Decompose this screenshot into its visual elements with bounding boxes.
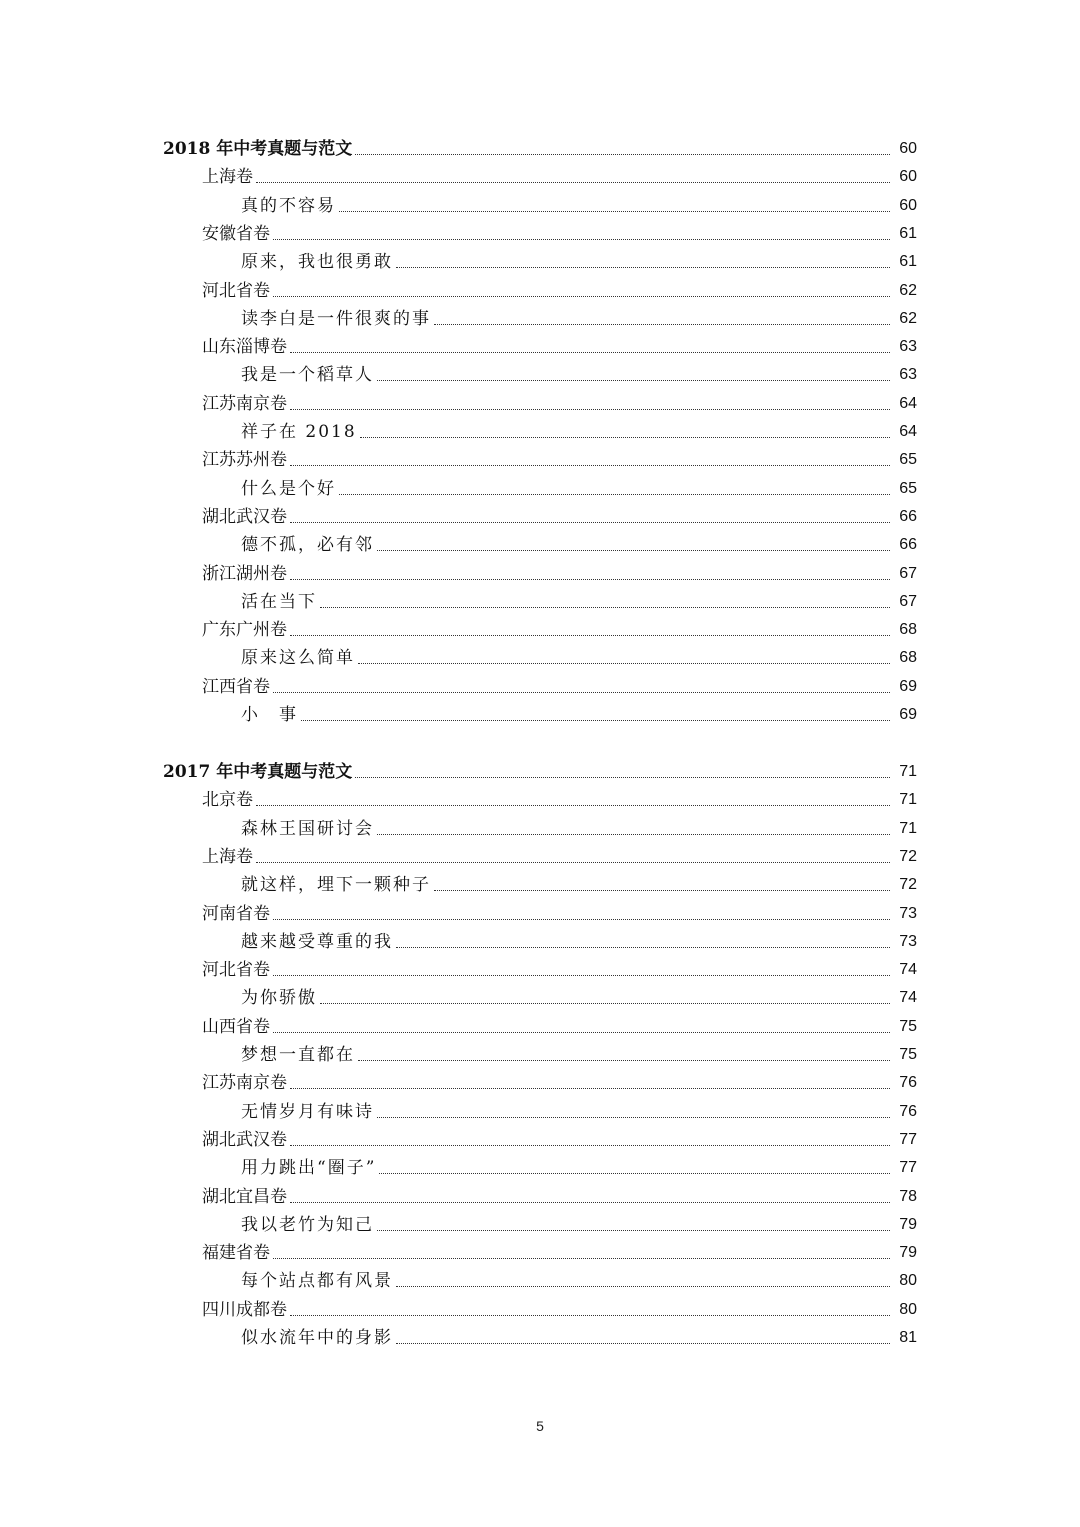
dot-leader xyxy=(339,211,890,212)
toc-entry-title: 每个站点都有风景 xyxy=(241,1271,393,1291)
dot-leader xyxy=(273,1258,890,1259)
toc-essay-entry[interactable] xyxy=(0,1152,1080,1180)
dot-leader xyxy=(358,663,890,664)
toc-entry-page-number: 71 xyxy=(899,791,917,808)
dot-leader xyxy=(290,409,890,410)
dot-leader xyxy=(377,1230,890,1231)
toc-entry-page-number: 76 xyxy=(899,1074,917,1091)
toc-entry-title: 小 事 xyxy=(241,705,298,725)
toc-entry-title: 我以老竹为知己 xyxy=(241,1215,374,1235)
toc-region-entry[interactable] xyxy=(0,161,1080,189)
dot-leader xyxy=(396,267,890,268)
toc-essay-entry[interactable] xyxy=(0,869,1080,897)
toc-region-entry[interactable] xyxy=(0,1124,1080,1152)
toc-entry-page-number: 74 xyxy=(899,961,917,978)
dot-leader xyxy=(290,1145,890,1146)
toc-entry-title: 江苏南京卷 xyxy=(202,1073,287,1093)
toc-entry-title: 上海卷 xyxy=(202,167,253,187)
toc-entry-title: 读李白是一件很爽的事 xyxy=(241,309,431,329)
toc-entry-page-number: 65 xyxy=(899,480,917,497)
toc-entry-page-number: 69 xyxy=(899,678,917,695)
toc-entry-page-number: 80 xyxy=(899,1272,917,1289)
toc-region-entry[interactable] xyxy=(0,1237,1080,1265)
toc-entry-page-number: 68 xyxy=(899,649,917,666)
toc-entry-title: 四川成都卷 xyxy=(202,1300,287,1320)
toc-essay-entry[interactable] xyxy=(0,246,1080,274)
toc-entry-title: 广东广州卷 xyxy=(202,620,287,640)
toc-region-entry[interactable] xyxy=(0,501,1080,529)
toc-entry-page-number: 60 xyxy=(899,140,917,157)
toc-entry-page-number: 65 xyxy=(899,451,917,468)
toc-entry-title: 湖北武汉卷 xyxy=(202,1130,287,1150)
toc-region-entry[interactable] xyxy=(0,784,1080,812)
dot-leader xyxy=(396,1343,890,1344)
dot-leader xyxy=(273,919,890,920)
toc-entry-page-number: 63 xyxy=(899,338,917,355)
dot-leader xyxy=(377,1117,890,1118)
toc-entry-page-number: 80 xyxy=(899,1301,917,1318)
toc-essay-entry[interactable] xyxy=(0,1322,1080,1350)
toc-entry-title: 梦想一直都在 xyxy=(241,1045,355,1065)
toc-entry-page-number: 71 xyxy=(899,820,917,837)
toc-entry-page-number: 73 xyxy=(899,905,917,922)
toc-entry-title: 2018 年中考真题与范文 xyxy=(163,139,353,159)
toc-region-entry[interactable] xyxy=(0,1294,1080,1322)
toc-essay-entry[interactable] xyxy=(0,586,1080,614)
toc-entry-title: 浙江湖州卷 xyxy=(202,564,287,584)
toc-entry-title: 原来，我也很勇敢 xyxy=(241,252,393,272)
toc-essay-entry[interactable] xyxy=(0,1209,1080,1237)
toc-region-entry[interactable] xyxy=(0,1011,1080,1039)
dot-leader xyxy=(339,494,890,495)
dot-leader xyxy=(434,324,890,325)
toc-essay-entry[interactable] xyxy=(0,303,1080,331)
toc-entry-title: 山西省卷 xyxy=(202,1017,270,1037)
toc-region-entry[interactable] xyxy=(0,218,1080,246)
toc-essay-entry[interactable] xyxy=(0,813,1080,841)
toc-entry-page-number: 63 xyxy=(899,366,917,383)
toc-entry-title: 上海卷 xyxy=(202,847,253,867)
toc-entry-page-number: 67 xyxy=(899,565,917,582)
dot-leader xyxy=(377,380,890,381)
toc-essay-entry[interactable] xyxy=(0,1096,1080,1124)
dot-leader xyxy=(320,607,890,608)
toc-entry-page-number: 81 xyxy=(899,1329,917,1346)
dot-leader xyxy=(290,579,890,580)
toc-essay-entry[interactable] xyxy=(0,473,1080,501)
toc-section-heading[interactable] xyxy=(0,756,1080,784)
toc-essay-entry[interactable] xyxy=(0,529,1080,557)
toc-entry-page-number: 75 xyxy=(899,1046,917,1063)
toc-entry-title: 祥子在 2018 xyxy=(241,422,357,442)
toc-essay-entry[interactable] xyxy=(0,982,1080,1010)
toc-region-entry[interactable] xyxy=(0,444,1080,472)
dot-leader xyxy=(273,692,890,693)
toc-entry-title: 2017 年中考真题与范文 xyxy=(163,762,353,782)
dot-leader xyxy=(273,975,890,976)
dot-leader xyxy=(256,182,890,183)
toc-entry-page-number: 74 xyxy=(899,989,917,1006)
toc-entry-page-number: 61 xyxy=(899,253,917,270)
toc-region-entry[interactable] xyxy=(0,331,1080,359)
toc-entry-page-number: 73 xyxy=(899,933,917,950)
toc-essay-entry[interactable] xyxy=(0,926,1080,954)
toc-entry-page-number: 64 xyxy=(899,395,917,412)
toc-entry-page-number: 68 xyxy=(899,621,917,638)
dot-leader xyxy=(320,1003,890,1004)
toc-essay-entry[interactable] xyxy=(0,190,1080,218)
toc-region-entry[interactable] xyxy=(0,558,1080,586)
toc-region-entry[interactable] xyxy=(0,671,1080,699)
toc-entry-title: 就这样，埋下一颗种子 xyxy=(241,875,431,895)
toc-entry-title: 越来越受尊重的我 xyxy=(241,932,393,952)
toc-entry-title: 活在当下 xyxy=(241,592,317,612)
toc-entry-title: 似水流年中的身影 xyxy=(241,1328,393,1348)
toc-region-entry[interactable] xyxy=(0,614,1080,642)
toc-entry-page-number: 79 xyxy=(899,1216,917,1233)
toc-entry-title: 河北省卷 xyxy=(202,281,270,301)
toc-entry-title: 湖北宜昌卷 xyxy=(202,1187,287,1207)
toc-entry-page-number: 72 xyxy=(899,876,917,893)
toc-entry-title: 安徽省卷 xyxy=(202,224,270,244)
toc-entry-title: 为你骄傲 xyxy=(241,988,317,1008)
toc-entry-title: 北京卷 xyxy=(202,790,253,810)
toc-entry-page-number: 77 xyxy=(899,1131,917,1148)
toc-essay-entry[interactable] xyxy=(0,699,1080,727)
toc-entry-page-number: 78 xyxy=(899,1188,917,1205)
toc-entry-title: 江西省卷 xyxy=(202,677,270,697)
toc-entry-page-number: 79 xyxy=(899,1244,917,1261)
toc-essay-entry[interactable] xyxy=(0,1265,1080,1293)
toc-essay-entry[interactable] xyxy=(0,416,1080,444)
toc-region-entry[interactable] xyxy=(0,388,1080,416)
toc-entry-page-number: 76 xyxy=(899,1103,917,1120)
toc-entry-page-number: 72 xyxy=(899,848,917,865)
dot-leader xyxy=(396,947,890,948)
toc-region-entry[interactable] xyxy=(0,1181,1080,1209)
toc-entry-title: 湖北武汉卷 xyxy=(202,507,287,527)
dot-leader xyxy=(290,522,890,523)
toc-entry-title: 我是一个稻草人 xyxy=(241,365,374,385)
dot-leader xyxy=(290,1315,890,1316)
dot-leader xyxy=(379,1173,890,1174)
dot-leader xyxy=(290,1202,890,1203)
dot-leader xyxy=(256,805,890,806)
toc-entry-title: 河北省卷 xyxy=(202,960,270,980)
dot-leader xyxy=(290,635,890,636)
page-number: 5 xyxy=(536,1418,544,1434)
dot-leader xyxy=(377,550,890,551)
toc-entry-title: 真的不容易 xyxy=(241,196,336,216)
dot-leader xyxy=(434,890,890,891)
toc-essay-entry[interactable] xyxy=(0,1039,1080,1067)
dot-leader xyxy=(301,720,890,721)
toc-entry-page-number: 67 xyxy=(899,593,917,610)
toc-entry-page-number: 66 xyxy=(899,508,917,525)
toc-entry-page-number: 75 xyxy=(899,1018,917,1035)
toc-region-entry[interactable] xyxy=(0,275,1080,303)
toc-entry-title: 德不孤，必有邻 xyxy=(241,535,374,555)
toc-section-heading[interactable] xyxy=(0,133,1080,161)
toc-entry-title: 江苏南京卷 xyxy=(202,394,287,414)
toc-region-entry[interactable] xyxy=(0,841,1080,869)
toc-entry-page-number: 64 xyxy=(899,423,917,440)
toc-essay-entry[interactable] xyxy=(0,359,1080,387)
toc-entry-page-number: 69 xyxy=(899,706,917,723)
toc-entry-page-number: 62 xyxy=(899,310,917,327)
toc-entry-title: 什么是个好 xyxy=(241,479,336,499)
dot-leader xyxy=(360,437,890,438)
toc-entry-page-number: 62 xyxy=(899,282,917,299)
toc-entry-title: 福建省卷 xyxy=(202,1243,270,1263)
dot-leader xyxy=(290,352,890,353)
dot-leader xyxy=(355,777,890,778)
toc-entry-page-number: 66 xyxy=(899,536,917,553)
toc-entry-title: 江苏苏州卷 xyxy=(202,450,287,470)
dot-leader xyxy=(290,1088,890,1089)
dot-leader xyxy=(355,154,890,155)
dot-leader xyxy=(290,465,890,466)
toc-entry-page-number: 61 xyxy=(899,225,917,242)
toc-entry-page-number: 60 xyxy=(899,168,917,185)
toc-essay-entry[interactable] xyxy=(0,642,1080,670)
toc-entry-title: 森林王国研讨会 xyxy=(241,819,374,839)
dot-leader xyxy=(273,296,890,297)
toc-entry-title: 河南省卷 xyxy=(202,904,270,924)
toc-entry-title: 山东淄博卷 xyxy=(202,337,287,357)
toc-entry-title: 无情岁月有味诗 xyxy=(241,1102,374,1122)
toc-region-entry[interactable] xyxy=(0,954,1080,982)
toc-region-entry[interactable] xyxy=(0,1067,1080,1095)
dot-leader xyxy=(396,1286,890,1287)
toc-entry-page-number: 77 xyxy=(899,1159,917,1176)
toc-region-entry[interactable] xyxy=(0,898,1080,926)
dot-leader xyxy=(273,1032,890,1033)
toc-entry-page-number: 60 xyxy=(899,197,917,214)
dot-leader xyxy=(377,834,890,835)
toc-entry-title: 原来这么简单 xyxy=(241,648,355,668)
toc-entry-title: 用力跳出“圈子” xyxy=(241,1158,377,1178)
dot-leader xyxy=(256,862,890,863)
dot-leader xyxy=(358,1060,890,1061)
toc-entry-page-number: 71 xyxy=(899,763,917,780)
dot-leader xyxy=(273,239,890,240)
